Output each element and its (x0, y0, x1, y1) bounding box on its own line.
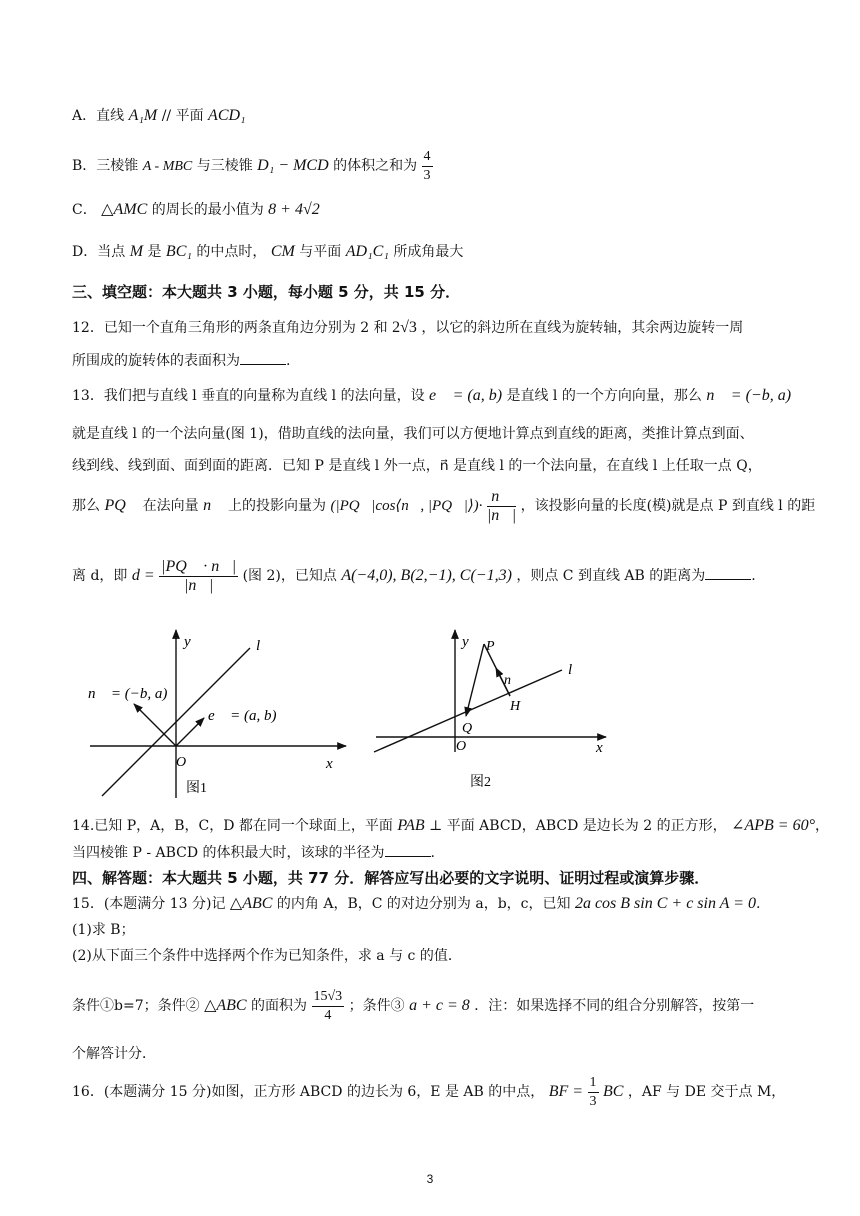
q13-text-a: 13．我们把与直线 l 垂直的向量称为直线 l 的法向量，设 (72, 388, 425, 404)
option-d-math3: CM (270, 243, 295, 260)
q16-math-bf: BF = (548, 1083, 584, 1100)
q13-l4-math-proj: (|PQ⃗|cos⟨n⃗, |PQ⃗|⟩)· (330, 498, 483, 514)
option-d (72, 242, 463, 262)
option-b-suffix: 的体积之和为 (333, 158, 418, 174)
q16-text-b: ，AF 与 DE 交于点 M， (627, 1084, 786, 1100)
origin-label: O (176, 755, 187, 770)
q12-text-b: ，以它的斜边所在直线为旋转轴，其余两边旋转一周 (421, 320, 744, 336)
line-l (374, 670, 562, 752)
q13-line1 (72, 386, 791, 406)
q15-l4-a: 条件①b=7；条件② (72, 998, 200, 1014)
point-p-label: P (486, 639, 495, 654)
q13-line4 (72, 486, 815, 526)
answer-blank (705, 565, 751, 580)
q13-math-n: n⃗ = (−b, a) (706, 387, 792, 404)
q15-line5: 个解答计分． (72, 1046, 156, 1062)
option-a (72, 106, 246, 126)
fraction-denominator: 3 (423, 167, 431, 183)
q14-text-b: ⊥ 平面 ABCD，ABCD 是边长为 2 的正方形， (429, 818, 727, 834)
point-h-label: H (510, 699, 521, 714)
q15-text-a: 15．(本题满分 13 分)记 (72, 896, 226, 912)
q13-l5-fraction (159, 558, 238, 595)
option-b-mid: 与三棱锥 (196, 158, 253, 174)
answer-blank (385, 842, 431, 857)
q13-line5 (72, 556, 756, 596)
q12-text-line2: 所围成的旋转体的表面积为 (72, 353, 240, 369)
option-c-prefix: C． (72, 202, 97, 218)
option-d-prefix: D．当点 (72, 244, 126, 260)
fraction-numerator: n⃗ (487, 488, 516, 507)
q12-end: . (286, 353, 291, 369)
q15-text-b: 的内角 A，B，C 的对边分别为 a，b，c，已知 (276, 896, 571, 912)
q15-l4-math-sum: a + c = 8 (409, 997, 470, 1014)
q14-math-angle: ∠APB = 60° (731, 817, 815, 834)
q14-text-c: ， (814, 818, 829, 834)
point-q-label: Q (462, 721, 473, 736)
q12-math: 2√3 (392, 319, 417, 336)
origin-label: O (456, 739, 467, 754)
q13-l5-math-points: A(−4,0), B(2,−1), C(−1,3) (341, 567, 512, 584)
fraction-numerator: 15√3 (312, 988, 345, 1007)
q15-math-triangle: △ABC (229, 895, 273, 912)
figure-1-caption: 图1 (186, 781, 207, 796)
q14-end: . (430, 845, 435, 861)
fraction-denominator: 4 (324, 1007, 332, 1023)
q15-line1 (72, 894, 760, 914)
y-axis-label: y (184, 634, 191, 650)
q16-fraction (588, 1074, 599, 1111)
vector-n-label: n⃗ (504, 673, 522, 688)
q13-l4-d: ，该投影向量的长度(模)就是点 P 到直线 l 的距 (520, 498, 816, 514)
q13-l4-b: 在法向量 (142, 498, 199, 514)
q12-line1 (72, 318, 743, 338)
q16-line1 (72, 1072, 785, 1112)
q15-l4-c: ；条件③ (348, 998, 405, 1014)
option-d-mid3: 与平面 (299, 244, 342, 260)
q16-math-bc: BC (602, 1083, 624, 1100)
option-b-math1: A - MBC (142, 159, 193, 174)
q14-line2 (72, 842, 435, 863)
q14-text-a: 14.已知 P，A，B，C，D 都在同一个球面上，平面 (72, 818, 393, 834)
fraction-numerator: 1 (588, 1074, 599, 1093)
q13-line2: 就是直线 l 的一个法向量(图 1)，借助直线的法向量，我们可以方便地计算点到直线的距离，类推计算点到面、 (72, 426, 754, 442)
q13-l4-fraction (487, 488, 516, 525)
q13-l5-c: ，则点 C 到直线 AB 的距离为 (516, 568, 706, 584)
fraction-denominator: |n⃗| (486, 506, 517, 524)
vector-e-label: e⃗ = (a, b) (208, 708, 277, 724)
q15-l4-fraction (312, 988, 345, 1025)
vector-n (134, 704, 176, 746)
option-c-math2: 8 + 4√2 (268, 201, 320, 218)
option-b-math2: D₁ − MCD (257, 157, 329, 174)
option-a-math-line: A₁M (128, 107, 158, 124)
option-b-fraction (422, 148, 433, 185)
q14-line1 (72, 816, 829, 836)
q15-line3: (2)从下面三个条件中选择两个作为已知条件，求 a 与 c 的值． (72, 948, 462, 964)
line-l-label: l (256, 638, 261, 654)
q13-l5-b: (图 2)，已知点 (242, 568, 337, 584)
fraction-numerator: 4 (422, 148, 433, 167)
option-d-mid2: 的中点时， (196, 244, 267, 260)
q12-line2 (72, 350, 290, 371)
q15-end: . (755, 896, 761, 912)
x-axis-label: x (596, 740, 603, 756)
figure-1 (80, 624, 360, 804)
q14-math-pab: PAB (397, 817, 425, 834)
option-b (72, 146, 433, 187)
q15-l4-math-triangle: △ABC (204, 997, 247, 1014)
x-axis-label: x (326, 756, 333, 772)
vector-n-label: n⃗ = (−b, a) (88, 686, 168, 702)
answer-blank (240, 350, 286, 365)
q13-l4-math-pq: PQ⃗ (104, 497, 139, 514)
y-axis-label: y (462, 634, 469, 650)
option-b-prefix: B．三棱锥 (72, 158, 139, 174)
q13-text-b: 是直线 l 的一个方向向量，那么 (506, 388, 702, 404)
option-c-math1: △AMC (101, 201, 148, 218)
q15-math-equation: 2a cos B sin C + c sin A = 0 (574, 895, 756, 912)
q13-math-e: e⃗ = (a, b) (429, 387, 503, 404)
option-c-mid: 的周长的最小值为 (151, 202, 264, 218)
q13-l5-math-d: d = (131, 567, 155, 584)
q14-text-line2: 当四棱锥 P - ABCD 的体积最大时，该球的半径为 (72, 845, 385, 861)
q15-line2: (1)求 B； (72, 922, 135, 938)
page-number: 3 (426, 1172, 434, 1186)
option-d-math1: M (129, 243, 144, 260)
line-l-label: l (568, 662, 573, 678)
option-a-math-plane: ACD₁ (208, 107, 246, 124)
option-d-mid1: 是 (147, 244, 162, 260)
q16-text-a: 16．(本题满分 15 分)如图，正方形 ABCD 的边长为 6，E 是 AB 的中点， (72, 1084, 545, 1100)
figure-2-caption: 图2 (470, 775, 491, 790)
fraction-denominator: 3 (589, 1093, 597, 1109)
q13-line3: 线到线、线到面、面到面的距离．已知 P 是直线 l 外一点，n⃗ 是直线 l 的一个法向量，在直线 l 上任取一点 Q， (72, 458, 762, 474)
fraction-numerator: |PQ⃗ · n⃗| (161, 557, 237, 575)
figure-2 (370, 624, 620, 794)
q13-l4-c: 上的投影向量为 (228, 498, 327, 514)
option-a-mid: // 平面 (161, 108, 204, 124)
option-d-math2: BC₁ (165, 243, 192, 260)
q13-end: . (751, 568, 756, 584)
option-a-prefix: A．直线 (72, 108, 125, 124)
option-d-math4: AD₁C₁ (345, 243, 389, 260)
section-3-heading: 三、填空题：本大题共 3 小题，每小题 5 分，共 15 分． (72, 283, 461, 301)
option-c (72, 200, 320, 220)
q15-l4-d: ．注：如果选择不同的组合分别解答，按第一 (474, 998, 755, 1014)
fraction-denominator: |n⃗| (184, 576, 214, 594)
section-4-heading: 四、解答题：本大题共 5 小题，共 77 分．解答应写出必要的文字说明、证明过程或演算步骤． (72, 869, 710, 887)
q13-l4-a: 那么 (72, 498, 100, 514)
q13-l4-math-n: n⃗ (203, 497, 224, 514)
q13-l5-a: 离 d，即 (72, 568, 128, 584)
q12-text-a: 12．已知一个直角三角形的两条直角边分别为 2 和 (72, 320, 388, 336)
q15-line4 (72, 986, 754, 1026)
option-d-suffix: 所成角最大 (393, 244, 464, 260)
q15-l4-b: 的面积为 (251, 998, 308, 1014)
vector-e (176, 718, 204, 746)
